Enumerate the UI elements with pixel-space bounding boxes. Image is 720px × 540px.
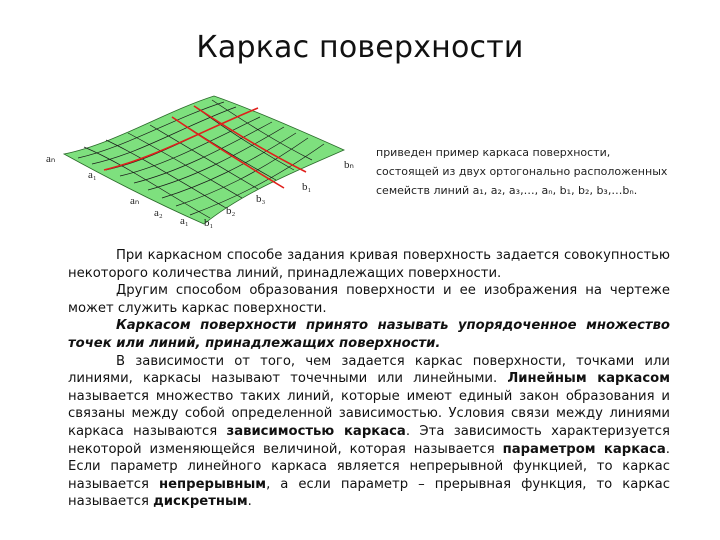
label-b1: b₁: [204, 217, 214, 229]
term-frame-dependency: зависимостью каркаса: [226, 423, 406, 439]
label-b1-right: b₁: [302, 181, 312, 193]
p4-part-a: В зависимости от того, чем задается каркас поверхности, точками или линиями, каркасы называют точечными или линейными.: [68, 353, 670, 387]
surface-patch: [64, 96, 344, 224]
term-frame-parameter: параметром каркаса: [502, 441, 666, 457]
label-a2: a₂: [154, 207, 163, 219]
label-an-left: aₙ: [46, 153, 56, 165]
p4-part-k: .: [247, 494, 252, 510]
label-an-mid: aₙ: [130, 195, 140, 207]
label-a1: a₁: [88, 169, 97, 181]
label-b3: b₃: [256, 193, 266, 205]
page-title: Каркас поверхности: [196, 30, 524, 65]
caption-line-1: приведен пример каркаса поверхности,: [376, 146, 611, 159]
definition-frame: Каркасом поверхности принято называть упорядоченное множество точек или линий, принадлежащих поверхности.: [68, 318, 670, 351]
surface-figure: [44, 92, 364, 232]
paragraph-2: Другим способом образования поверхности и ее изображения на чертеже может служить каркас поверхности.: [68, 283, 670, 316]
wireframe-surface: [44, 92, 364, 232]
p4-part-c: называется множество таких линий, которые имеют единый закон образования и связаны между собой определенной зависимостью. Условия связи между линиями каркаса называются: [68, 388, 670, 439]
p4-part-g: . Если параметр линейного каркаса является непрерывной функцией, то каркас называется: [68, 441, 670, 492]
caption-line-3: семейств линий a₁, a₂, a₃,…, aₙ, b₁, b₂, b₃,…bₙ.: [376, 184, 638, 197]
p4-part-i: , а если параметр – прерывная функция, то каркас называется: [68, 476, 670, 510]
term-discrete: дискретным: [153, 494, 248, 510]
caption-line-2: состоящей из двух ортогонально расположенных: [376, 165, 668, 178]
label-bn: bₙ: [344, 159, 354, 171]
figure-caption: [376, 143, 696, 200]
p4-part-e: . Эта зависимость характеризуется некоторой изменяющейся величиной, которая называется: [68, 423, 670, 457]
paragraph-4: [68, 353, 670, 511]
term-linear-frame: Линейным каркасом: [507, 371, 670, 387]
label-a-one: a₁: [180, 215, 189, 227]
paragraph-1: При каркасном способе задания кривая поверхность задается совокупностью некоторого количества линий, принадлежащих поверхности.: [68, 248, 670, 281]
term-continuous: непрерывным: [159, 476, 267, 492]
paragraph-3: [68, 317, 670, 352]
label-b2: b₂: [226, 205, 236, 217]
body-text: [68, 247, 670, 511]
